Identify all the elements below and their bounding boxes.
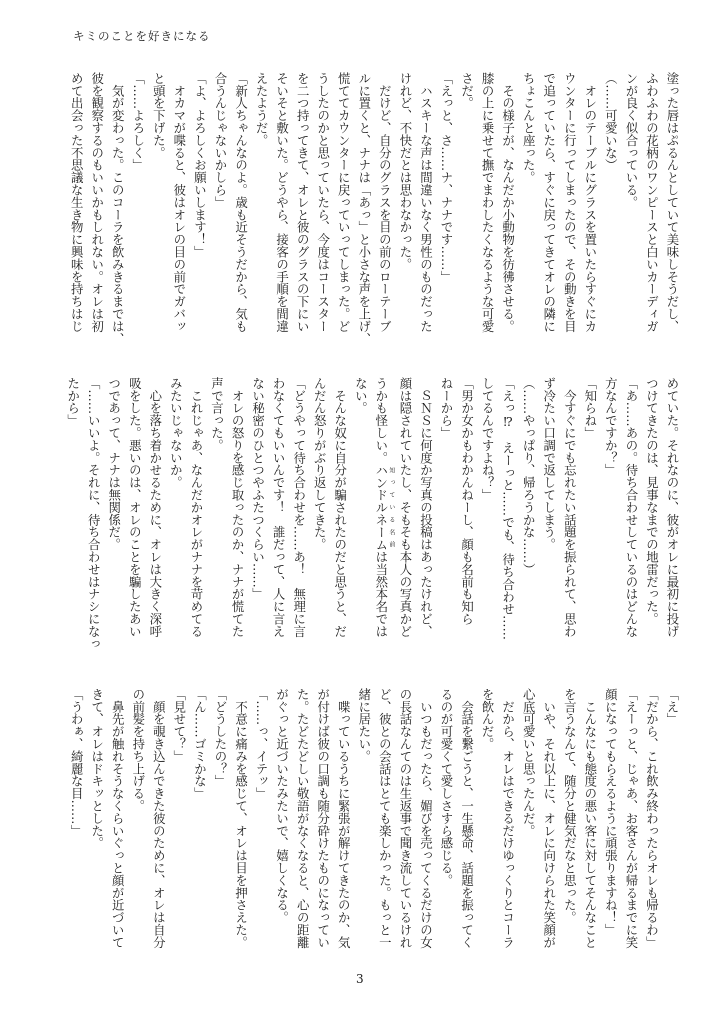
text-column: うしたのかと思っていたら、今度はコースター — [315, 72, 331, 333]
text-column: 「知らね」 — [582, 377, 598, 439]
text-column: で追っていたら、すぐに戻ってきてオレの隣に — [541, 72, 557, 333]
text-column: ねーから」 — [438, 377, 454, 439]
text-column: の長話なんてのは生返事で聞き流しているけれ — [397, 688, 413, 949]
text-column: 「よ、よろしくお願いします！」 — [192, 72, 208, 258]
text-column: 鼻先が触れそうなくらいぐっと顔が近づいて — [110, 688, 126, 949]
text-column: 「新人ちゃんなのよ。歳も近そうだから、気も — [233, 72, 249, 333]
text-column: だけど、自分のグラスを目の前のローテーブ — [377, 72, 393, 333]
text-column: 顔を覗き込んできた彼のために、オレは自分 — [151, 688, 167, 949]
text-column: ど、彼との会話はとても楽しかった。もっと一 — [377, 688, 393, 949]
text-column: 彼を観察するのもいいかもしれない。オレは初 — [89, 72, 105, 333]
text-column: が付けば彼の口調も随分砕けたものになってい — [315, 688, 331, 949]
text-column: ちょこんと座った。 — [521, 72, 537, 184]
text-column: オレの怒りを感じ取ったのか、ナナが慌てた — [230, 377, 246, 638]
text-column: を言うなんて、随分と健気だなと思った。 — [562, 688, 578, 924]
text-column: んだん怒りがぶり返してきた。 — [312, 377, 328, 551]
text-column: その様子が、なんだか小動物を彷彿させる。 — [500, 72, 516, 333]
text-column: だから、オレはできるだけゆっくりとコーラ — [500, 688, 516, 949]
text-tier-1 — [65, 72, 682, 352]
text-column: 合うんじゃないかしら」 — [212, 72, 228, 209]
text-column: 顔は隠されていたし、そもそも本人の写真かど — [397, 377, 413, 638]
text-column: るのが可愛くて愛しさすら感じる。 — [438, 688, 454, 887]
text-column: ンが良く似合っている。 — [623, 72, 639, 209]
text-column: つであって、ナナは無関係だ。 — [106, 377, 122, 551]
text-column: オレのテーブルにグラスを置いたらすぐにカ — [582, 72, 598, 333]
text-column: た。たどたどしい敬語がなくなると、心の距離 — [295, 688, 311, 949]
text-column: えたようだ。 — [254, 72, 270, 147]
text-column: ず冷たい口調で返してしまう。 — [541, 377, 557, 551]
text-column: を二つ持ってきて、オレと彼のグラスの下にい — [295, 72, 311, 333]
page-number: 3 — [356, 972, 364, 986]
text-column: 「えっ⁉ えーっと……でも、待ち合わせ…… — [500, 377, 516, 640]
text-column: これじゃあ、なんだかオレがナナを苛めてる — [188, 377, 204, 638]
text-column: 「見せて？」 — [171, 688, 187, 763]
text-column: 気が変わった。このコーラを飲みきるまでは、 — [110, 72, 126, 345]
text-column: ルに置くと、ナナは「あっ」と小さな声を上げ、 — [356, 72, 372, 345]
text-tier-3 — [65, 688, 682, 968]
text-column: 不意に痛みを感じて、オレは目を押さえた。 — [233, 688, 249, 949]
text-column: ＳＮＳに何度か写真の投稿はあったけれど、 — [418, 377, 434, 638]
text-column: 「どうしたの？」 — [212, 688, 228, 788]
text-column: 「……っ、イテッ」 — [254, 688, 270, 800]
text-column: たから」 — [65, 377, 81, 427]
text-column: 緒に居たい。 — [356, 688, 372, 763]
text-column: きて、オレはドキッとした。 — [89, 688, 105, 850]
text-column: 膝の上に乗せて撫でまわしたくなるような可愛 — [480, 72, 496, 333]
text-column: （……可愛いな） — [603, 72, 619, 172]
text-column: がぐっと近づいたみたいで、嬉しくなる。 — [274, 688, 290, 924]
text-column: オカマが喋ると、彼はオレの目の前でガバッ — [171, 72, 187, 333]
text-column: 「どうやって待ち合わせを……あ！ 無理に言 — [291, 377, 307, 638]
text-column: 「……いいよ。それに、待ち合わせはナシになっ — [86, 377, 102, 650]
text-column: 「えっと、さ……ナ、ナナです……」 — [438, 72, 454, 283]
text-column: いつもだったら、媚びを売ってくるだけの女 — [418, 688, 434, 949]
text-column: ない。 — [353, 377, 369, 415]
text-column: さだ。 — [459, 72, 475, 110]
text-column: 心底可愛いと思ったんだ。 — [521, 688, 537, 837]
text-column: いや、それ以上に、オレに向けられた笑顔が — [541, 688, 557, 949]
text-column: そんな奴に自分が騙されたのだと思うと、だ — [332, 377, 348, 638]
ruby-annotation: ハンドルネーム 知っている名前 — [373, 463, 395, 551]
text-column: 方なんですか？」 — [603, 377, 619, 477]
text-column: 「え」 — [665, 688, 680, 726]
text-column: 「うわぁ、綺麗な目……」 — [69, 688, 85, 837]
text-column: 今すぐにでも忘れたい話題を振られて、思わ — [562, 377, 578, 638]
text-column: 心を落ち着かせるために、オレは大きく深呼 — [147, 377, 163, 638]
text-column: わなくてもいいんです！ 誰だって、人に言え — [271, 377, 287, 638]
text-column: ふわふわの花柄のワンピースと白いカーディガ — [644, 72, 660, 333]
text-column: つけてきたのは、見事なまでの地雷だった。 — [644, 377, 660, 625]
text-column: 「あ……あの。待ち合わせしているのはどんな — [623, 377, 639, 638]
text-column: 喋っているうちに緊張が解けてきたのか、気 — [336, 688, 352, 949]
text-column: 吸をした。悪いのは、オレのことを騙したあい — [127, 377, 143, 638]
text-column: してるんですよね？」 — [480, 377, 496, 501]
text-column: 塗った唇はぷるんとしていて美味しそうだし、 — [665, 72, 680, 333]
text-column: 「だから、これ飲み終わったらオレも帰るわ」 — [644, 688, 660, 949]
text-column: 顔になってもらえるように頑張りますね！」 — [603, 688, 619, 936]
running-title: キミのことを好きになる — [73, 29, 211, 43]
text-column: こんなにも態度の悪い客に対してそんなこと — [582, 688, 598, 949]
text-column: ハスキーな声は間違いなく男性のものだった — [418, 72, 434, 333]
text-column: 声で言った。 — [209, 377, 225, 452]
text-column: 「えーっと、じゃあ、お客さんが帰るまでに笑 — [623, 688, 639, 949]
text-column: めて出会った不思議な生き物に興味を持ちはじ — [69, 72, 85, 333]
text-column: を飲んだ。 — [480, 688, 496, 750]
text-column: みたいじゃないか。 — [168, 377, 184, 489]
text-column: 「……よろしく」 — [130, 72, 146, 172]
text-column: けれど、不快だとは思わなかった。 — [397, 72, 413, 271]
text-column: ない秘密のひとつやふたつくらい……」 — [250, 377, 266, 601]
text-column: 慌ててカウンターに戻っていってしまった。ど — [336, 72, 352, 333]
text-column: めていた。それなのに、彼がオレに最初に投げ — [665, 377, 680, 638]
text-column: うかも怪しい。ハンドルネーム 知っている名前は当然本名では — [373, 377, 395, 638]
text-column: そいそと敷いた。どうやら、接客の手順を間違 — [274, 72, 290, 333]
text-column: 会話を繋ごうと、一生懸命、話題を振ってく — [459, 688, 475, 949]
text-tier-2 — [65, 377, 682, 657]
text-column: と頭を下げた。 — [151, 72, 167, 159]
text-column: 「ん……ゴミかな」 — [192, 688, 208, 800]
text-column: ウンターに行ってしまったので、その動きを目 — [562, 72, 578, 333]
text-column: （……やっぱり、帰ろうかな……） — [521, 377, 537, 576]
text-column: の前髪を持ち上げる。 — [130, 688, 146, 812]
text-column: 「男か女かもわかんねーし、顔も名前も知ら — [459, 377, 475, 625]
